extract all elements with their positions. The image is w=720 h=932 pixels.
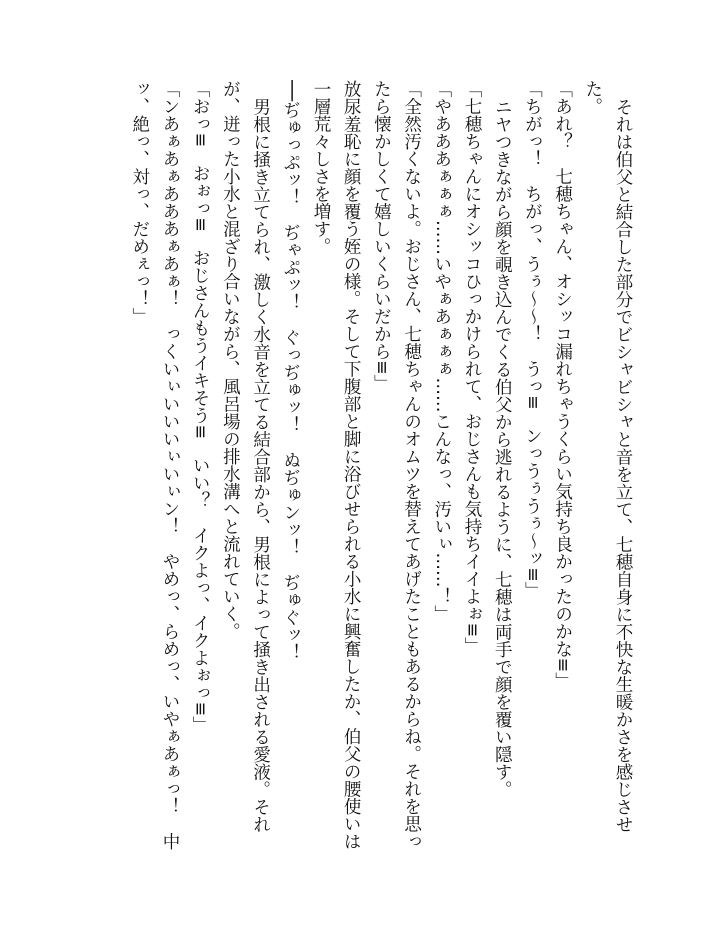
dialogue-line: 「ちがっ！ ちがっ、うぅ～～！ うっ≡ ンっうぅうぅ～ッ≡」 [522, 80, 543, 600]
dialogue-line: 「七穂ちゃんにオシッコひっかけられて、おじさんも気持ちイイよぉ≡」 [461, 80, 482, 655]
vertical-text-body [78, 80, 638, 860]
narration-paragraph: 男根に掻き立てられ、激しく水音を立てる結合部から、男根によって掻き出される愛液。それが、迸った小水と混ざり合いながら、風呂場の排水溝へと流れていく。 [220, 80, 271, 833]
sound-effect-line: ──ぢゅっぷッ！ ぢゃぷッ！ ぐっぢゅッ！ ぬぢゅンッ！ ぢゅぐッ！ [280, 80, 301, 662]
dialogue-line: 「やあああぁぁぁ……いやぁあぁぁぁ……こんなっ、汚いぃ……！」 [431, 80, 452, 623]
narration-paragraph: 放尿羞恥に顔を覆う姪の様。そして下腹部と脚に浴びせられる小水に興奮したか、伯父の腰使いは一層荒々しさを増す。 [310, 80, 362, 850]
dialogue-line: 「ンあぁあぁあああぁあぁ！ っくいぃいいいぃいぃン！ やめっ、らめっ、いやぁあぁっ！ 中ッ、絶っ、対っ、だめぇっ！」 [129, 80, 180, 850]
dialogue-line: 「全然汚くないよ。おじさん、七穂ちゃんのオムツを替えてあげたこともあるからね。それを思ったら懐かしくて嬉しいくらいだから≡」 [371, 80, 422, 850]
dialogue-line: 「おっ≡ おぉっ≡ おじさんもうイキそう≡ いい？ イクよっ、イクよぉっ≡」 [190, 80, 211, 734]
dialogue-line: 「あれ？ 七穂ちゃん、オシッコ漏れちゃうくらい気持ち良かったのかな≡」 [552, 80, 573, 690]
narration-paragraph: ニヤつきながら顔を覗き込んでくる伯父から逃れるように、七穂は両手で顔を覆い隠す。 [492, 97, 513, 798]
narration-paragraph: それは伯父と結合した部分でビシャビシャと音を立て、七穂自身に不快な生暖かさを感じさせた。 [582, 80, 633, 833]
